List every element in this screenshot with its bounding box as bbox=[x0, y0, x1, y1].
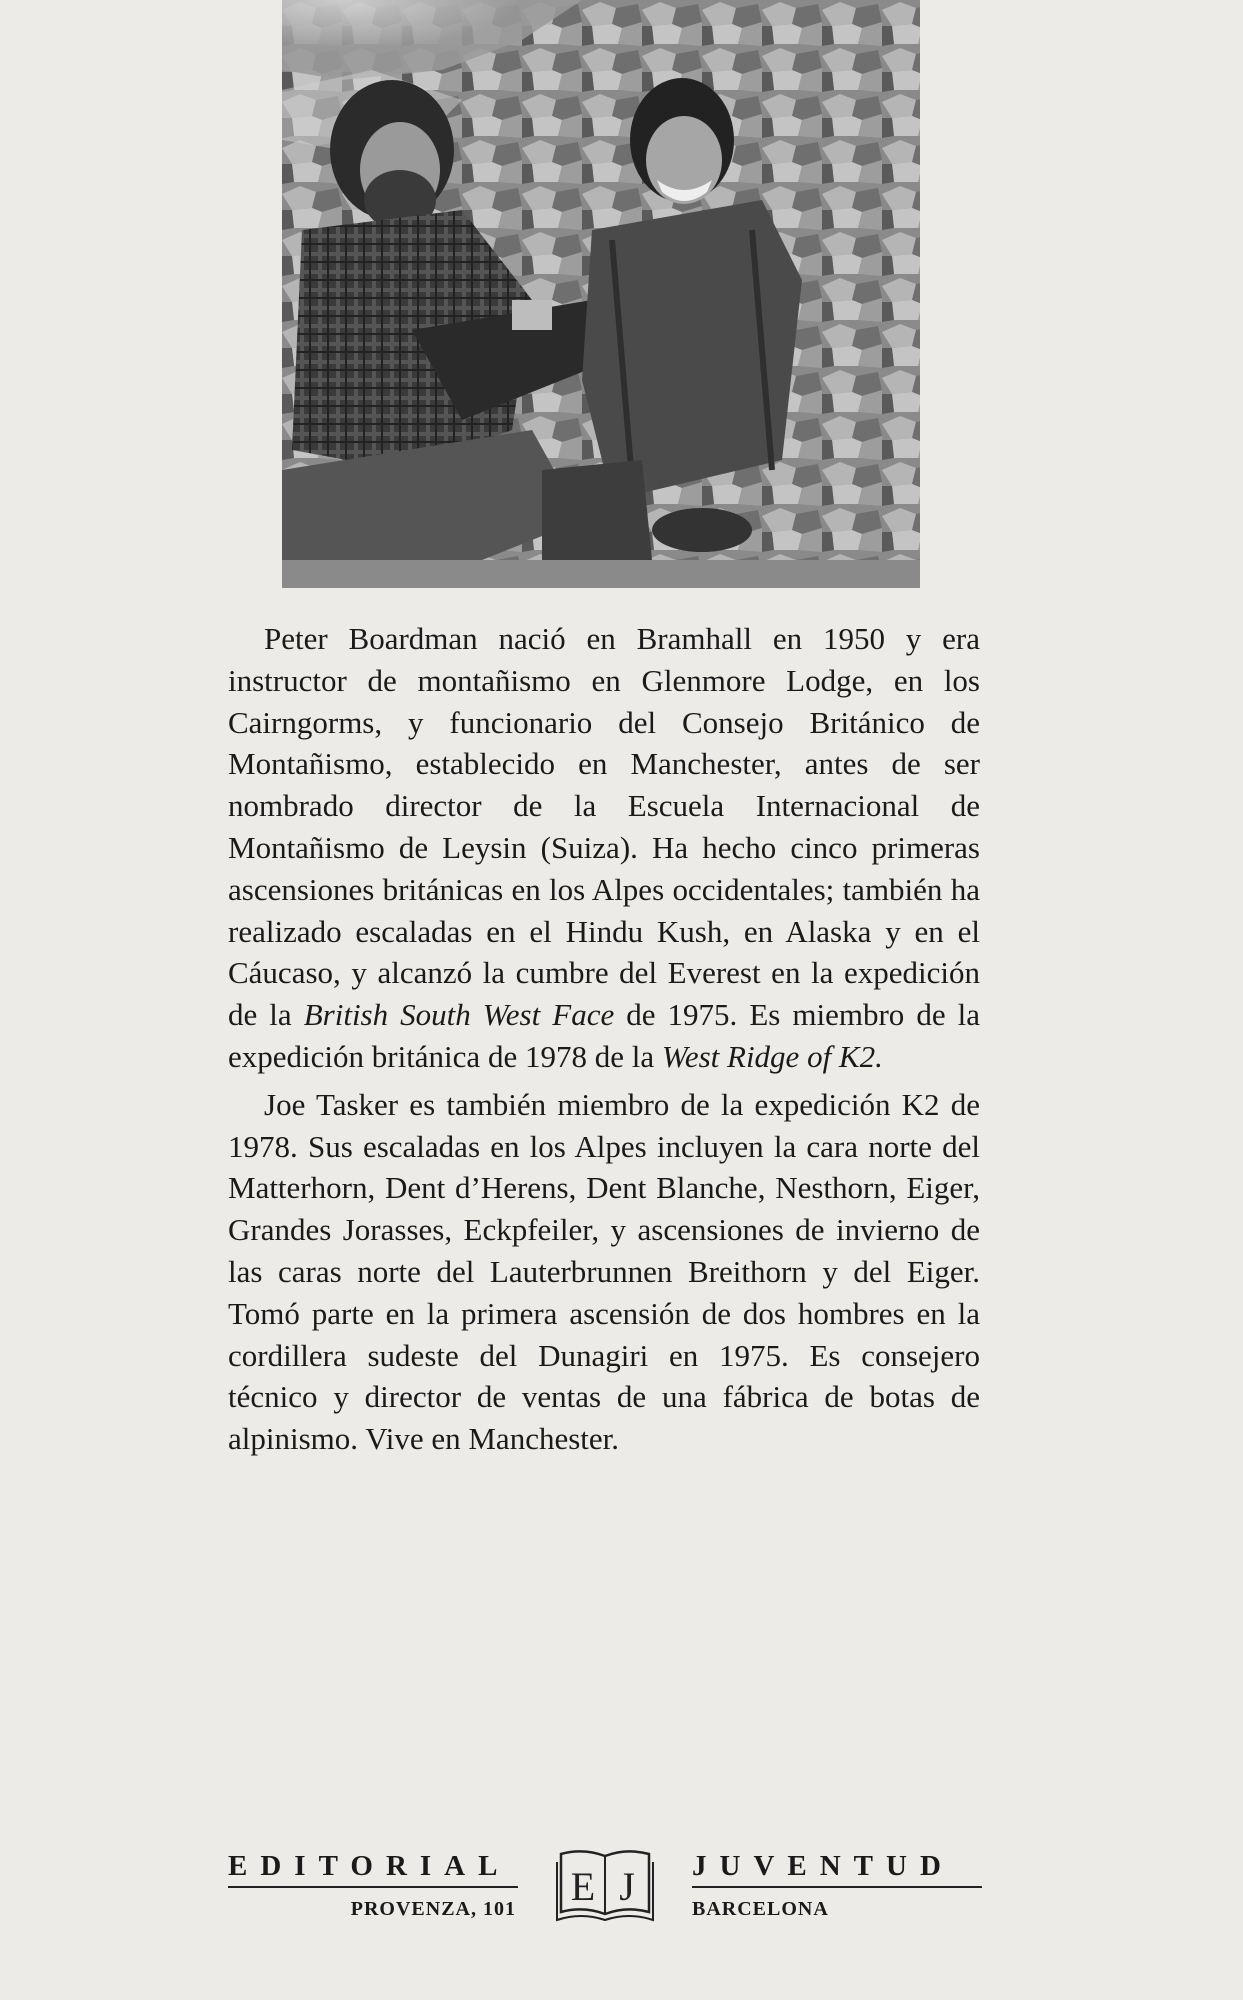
biography-text bbox=[228, 618, 980, 1460]
expedition-name-everest: British South West Face bbox=[303, 997, 615, 1033]
mountaineers-photo bbox=[282, 0, 920, 588]
publisher-left bbox=[228, 1846, 518, 1921]
publisher-logo-icon bbox=[555, 1848, 655, 1922]
publisher-name-editorial: EDITORIAL bbox=[228, 1846, 518, 1888]
publisher-right bbox=[692, 1846, 982, 1921]
publisher-address: PROVENZA, 101 bbox=[350, 1898, 516, 1920]
publisher-name-juventud: JUVENTUD bbox=[692, 1846, 982, 1888]
boardman-paragraph bbox=[228, 618, 980, 1078]
publisher-city: BARCELONA bbox=[692, 1898, 829, 1920]
logo-letter-j: J bbox=[619, 1864, 635, 1909]
tasker-paragraph: Joe Tasker es también miembro de la expedición K2 de 1978. Sus escaladas en los Alpes incluyen la cara norte del Matterhorn, Dent d’Herens, Dent Blanche, Nesthorn, Eiger, Grandes Jorasses, Eckpfeiler, y ascensiones de invierno de las caras norte del Lauterbrunnen Breithorn y del Eiger. Tomó parte en la primera ascensión de dos hombres en la cordillera sudeste del Dunagiri en 1975. Es consejero técnico y director de ventas de una fábrica de botas de alpinismo. Vive en Manchester. bbox=[228, 1086, 980, 1457]
logo-letter-e: E bbox=[570, 1864, 596, 1909]
publisher-imprint bbox=[228, 1846, 982, 1926]
photo-illustration bbox=[282, 0, 920, 588]
boardman-text-2: de 1975. Es miembro de la expedición británica de 1978 de la bbox=[228, 997, 981, 1074]
boardman-text-1: Peter Boardman nació en Bramhall en 1950 y era instructor de montañismo en Glenmore Lodge, en los Cairngorms, y funcionario del Consejo Británico de Montañismo, establecido en Manchester, antes de ser nombrado director de la Escuela Internacional de Montañismo de Leysin (Suiza). Ha hecho cinco primeras ascensiones británicas en los Alpes occidentales; también ha realizado escaladas en el Hindu Kush, en Alaska y en el Cáucaso, y alcanzó la cumbre del Everest en la expedición de la bbox=[228, 621, 980, 1033]
expedition-name-k2: West Ridge of K2. bbox=[661, 1038, 883, 1074]
